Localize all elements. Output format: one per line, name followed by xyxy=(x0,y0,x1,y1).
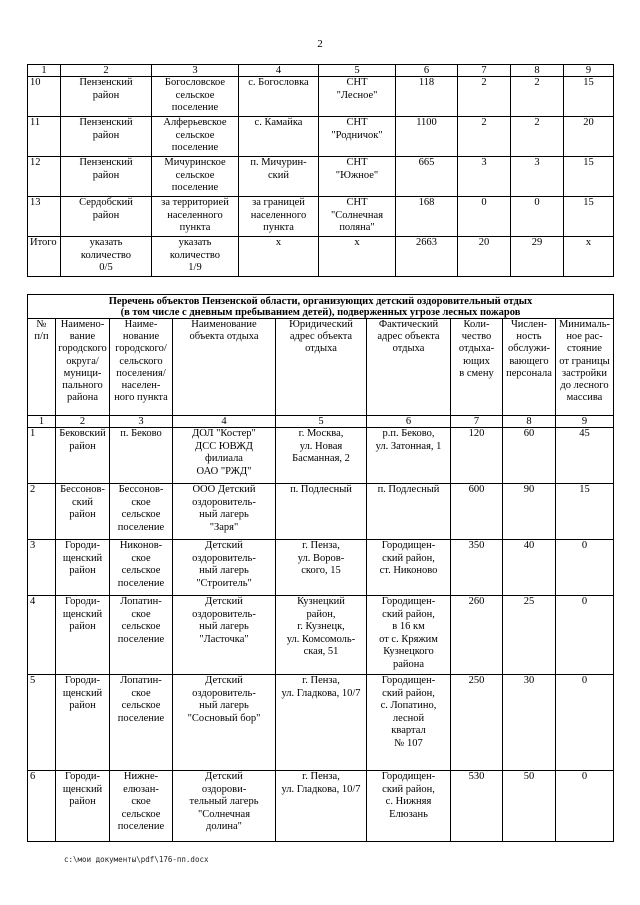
table-cell: Итого xyxy=(28,237,61,277)
table-cell: Лопатин- ское сельское поселение xyxy=(110,596,173,675)
table-cell: 118 xyxy=(396,77,458,117)
column-header: Юридический адрес объекта отдыха xyxy=(276,319,367,416)
table-cell: 1100 xyxy=(396,117,458,157)
table-cell: 0 xyxy=(556,540,614,596)
table-cell: 15 xyxy=(564,77,614,117)
table-row xyxy=(28,157,614,197)
table-cell: 15 xyxy=(564,197,614,237)
column-number: 7 xyxy=(451,416,503,428)
table-cell: Детский оздоровитель- ный лагерь "Сосновый бор" xyxy=(173,675,276,771)
column-number: 8 xyxy=(503,416,556,428)
table-cell: Детский оздоровитель- ный лагерь "Ласточка" xyxy=(173,596,276,675)
table-cell: г. Пенза, ул. Воров- ского, 15 xyxy=(276,540,367,596)
table-cell: 10 xyxy=(28,77,61,117)
table-cell: 15 xyxy=(564,157,614,197)
table-cell: СНТ "Лесное" xyxy=(319,77,396,117)
table-cell: 50 xyxy=(503,771,556,842)
table-cell: Городи- щенский район xyxy=(56,771,110,842)
table-cell: п. Мичурин- ский xyxy=(239,157,319,197)
table-cell: 15 xyxy=(556,484,614,540)
table-cell: 0 xyxy=(556,771,614,842)
table-cell: 90 xyxy=(503,484,556,540)
table-cell: 3 xyxy=(458,157,511,197)
column-number: 6 xyxy=(396,65,458,77)
table-cell: СНТ "Южное" xyxy=(319,157,396,197)
column-number: 8 xyxy=(511,65,564,77)
column-number: 9 xyxy=(556,416,614,428)
table-cell: ООО Детский оздоровитель- ный лагерь "Заря" xyxy=(173,484,276,540)
table-cell: Городи- щенский район xyxy=(56,540,110,596)
table-cell: 45 xyxy=(556,428,614,484)
table-cell: за территорией населенного пункта xyxy=(152,197,239,237)
table-cell: 2663 xyxy=(396,237,458,277)
table-cell: 0 xyxy=(458,197,511,237)
table-cell: Городи- щенский район xyxy=(56,675,110,771)
table-cell: 60 xyxy=(503,428,556,484)
table-cell: 530 xyxy=(451,771,503,842)
table-cell: указать количество 1/9 xyxy=(152,237,239,277)
table-cell: 0 xyxy=(511,197,564,237)
table-cell: 2 xyxy=(511,117,564,157)
table-cell: Бековский район xyxy=(56,428,110,484)
column-number: 5 xyxy=(276,416,367,428)
table-row xyxy=(28,484,614,540)
table-cell: Городищен- ский район, с. Лопатино, лесной квартал № 107 xyxy=(367,675,451,771)
table-row xyxy=(28,428,614,484)
table-cell: 260 xyxy=(451,596,503,675)
table-cell: 665 xyxy=(396,157,458,197)
table-cell: 120 xyxy=(451,428,503,484)
table-cell: СНТ "Родничок" xyxy=(319,117,396,157)
table-cell: 5 xyxy=(28,675,56,771)
column-header: № п/п xyxy=(28,319,56,416)
column-number: 7 xyxy=(458,65,511,77)
table-row xyxy=(28,197,614,237)
table-cell: 20 xyxy=(564,117,614,157)
table-cell: за границей населенного пункта xyxy=(239,197,319,237)
table-cell: ДОЛ "Костер" ДСС ЮВЖД филиала ОАО "РЖД" xyxy=(173,428,276,484)
page-number: 2 xyxy=(317,38,323,50)
table-cell: 40 xyxy=(503,540,556,596)
table-cell: п. Подлесный xyxy=(276,484,367,540)
column-number: 2 xyxy=(56,416,110,428)
column-header: Фактический адрес объекта отдыха xyxy=(367,319,451,416)
table-cell: 600 xyxy=(451,484,503,540)
column-number: 4 xyxy=(173,416,276,428)
column-header: Минималь- ное рас- стояние от границы застройки до лесного массива xyxy=(556,319,614,416)
table-cell: 2 xyxy=(458,77,511,117)
table-cell: Пензенский район xyxy=(61,157,152,197)
table-cell: 6 xyxy=(28,771,56,842)
column-number: 2 xyxy=(61,65,152,77)
table-cell: Нижне- елюзан- ское сельское поселение xyxy=(110,771,173,842)
table-row xyxy=(28,675,614,771)
table-cell: Сердобский район xyxy=(61,197,152,237)
table-cell: Кузнецкий район, г. Кузнецк, ул. Комсомоль- ская, 51 xyxy=(276,596,367,675)
table-cell: 25 xyxy=(503,596,556,675)
table-cell: СНТ "Солнечная поляна" xyxy=(319,197,396,237)
table-cell: р.п. Беково, ул. Затонная, 1 xyxy=(367,428,451,484)
table-cell: 1 xyxy=(28,428,56,484)
table-row xyxy=(28,771,614,842)
column-number: 3 xyxy=(152,65,239,77)
table-cell: 20 xyxy=(458,237,511,277)
table-row xyxy=(28,540,614,596)
table-cell: Городищен- ский район, с. Нижняя Елюзань xyxy=(367,771,451,842)
table-cell: Бессонов- ское сельское поселение xyxy=(110,484,173,540)
column-header: Наиме- нование городского/ сельского поселения/ населен- ного пункта xyxy=(110,319,173,416)
table-snt xyxy=(27,64,614,277)
column-number: 5 xyxy=(319,65,396,77)
table-cell: Лопатин- ское сельское поселение xyxy=(110,675,173,771)
table-cell: п. Беково xyxy=(110,428,173,484)
table-camps xyxy=(27,294,614,842)
table-cell: х xyxy=(239,237,319,277)
table-cell: 168 xyxy=(396,197,458,237)
file-path: c:\мои документы\pdf\176-пп.docx xyxy=(64,855,209,864)
table-cell: с. Богословка xyxy=(239,77,319,117)
column-number: 1 xyxy=(28,416,56,428)
table-cell: 29 xyxy=(511,237,564,277)
table-cell: г. Пенза, ул. Гладкова, 10/7 xyxy=(276,675,367,771)
table-cell: Пензенский район xyxy=(61,117,152,157)
column-header: Наименование объекта отдыха xyxy=(173,319,276,416)
table-cell: Пензенский район xyxy=(61,77,152,117)
table-cell: 3 xyxy=(511,157,564,197)
table-cell: Никонов- ское сельское поселение xyxy=(110,540,173,596)
table-cell: 0 xyxy=(556,596,614,675)
column-number: 4 xyxy=(239,65,319,77)
table-cell: 30 xyxy=(503,675,556,771)
column-number: 6 xyxy=(367,416,451,428)
table-cell: 350 xyxy=(451,540,503,596)
table-cell: 4 xyxy=(28,596,56,675)
table-cell: Алферьевское сельское поселение xyxy=(152,117,239,157)
table-cell: Городищен- ский район, ст. Никоново xyxy=(367,540,451,596)
table-cell: Детский оздоровитель- ный лагерь "Строитель" xyxy=(173,540,276,596)
table-cell: 12 xyxy=(28,157,61,197)
table-cell: г. Пенза, ул. Гладкова, 10/7 xyxy=(276,771,367,842)
table-cell: указать количество 0/5 xyxy=(61,237,152,277)
table-cell: Мичуринское сельское поселение xyxy=(152,157,239,197)
table-cell: х xyxy=(564,237,614,277)
column-number: 9 xyxy=(564,65,614,77)
table-cell: Бессонов- ский район xyxy=(56,484,110,540)
table-cell: 13 xyxy=(28,197,61,237)
table-cell: Детский оздорови- тельный лагерь "Солнечная долина" xyxy=(173,771,276,842)
table-cell: 250 xyxy=(451,675,503,771)
column-header: Наимено- вание городского округа/ муници- пального района xyxy=(56,319,110,416)
table-cell: 3 xyxy=(28,540,56,596)
table-row xyxy=(28,237,614,277)
table-cell: 2 xyxy=(511,77,564,117)
table-cell: Богословское сельское поселение xyxy=(152,77,239,117)
table-cell: с. Камайка xyxy=(239,117,319,157)
table-cell: х xyxy=(319,237,396,277)
table-row xyxy=(28,117,614,157)
table-cell: п. Подлесный xyxy=(367,484,451,540)
table-cell: Городищен- ский район, в 16 км от с. Кряжим Кузнецкого района xyxy=(367,596,451,675)
column-number: 1 xyxy=(28,65,61,77)
column-header: Коли- чество отдыха- ющих в смену xyxy=(451,319,503,416)
table-title: Перечень объектов Пензенской области, организующих детский оздоровительный отдых (в том числе с дневным пребыванием детей), подверженных угрозе лесных пожаров xyxy=(28,295,614,319)
table-cell: 11 xyxy=(28,117,61,157)
table-cell: 2 xyxy=(458,117,511,157)
table-row xyxy=(28,596,614,675)
table-cell: г. Москва, ул. Новая Басманная, 2 xyxy=(276,428,367,484)
column-header: Числен- ность обслужи- вающего персонала xyxy=(503,319,556,416)
table-cell: 0 xyxy=(556,675,614,771)
table-cell: Городи- щенский район xyxy=(56,596,110,675)
column-number: 3 xyxy=(110,416,173,428)
table-row xyxy=(28,77,614,117)
table-cell: 2 xyxy=(28,484,56,540)
